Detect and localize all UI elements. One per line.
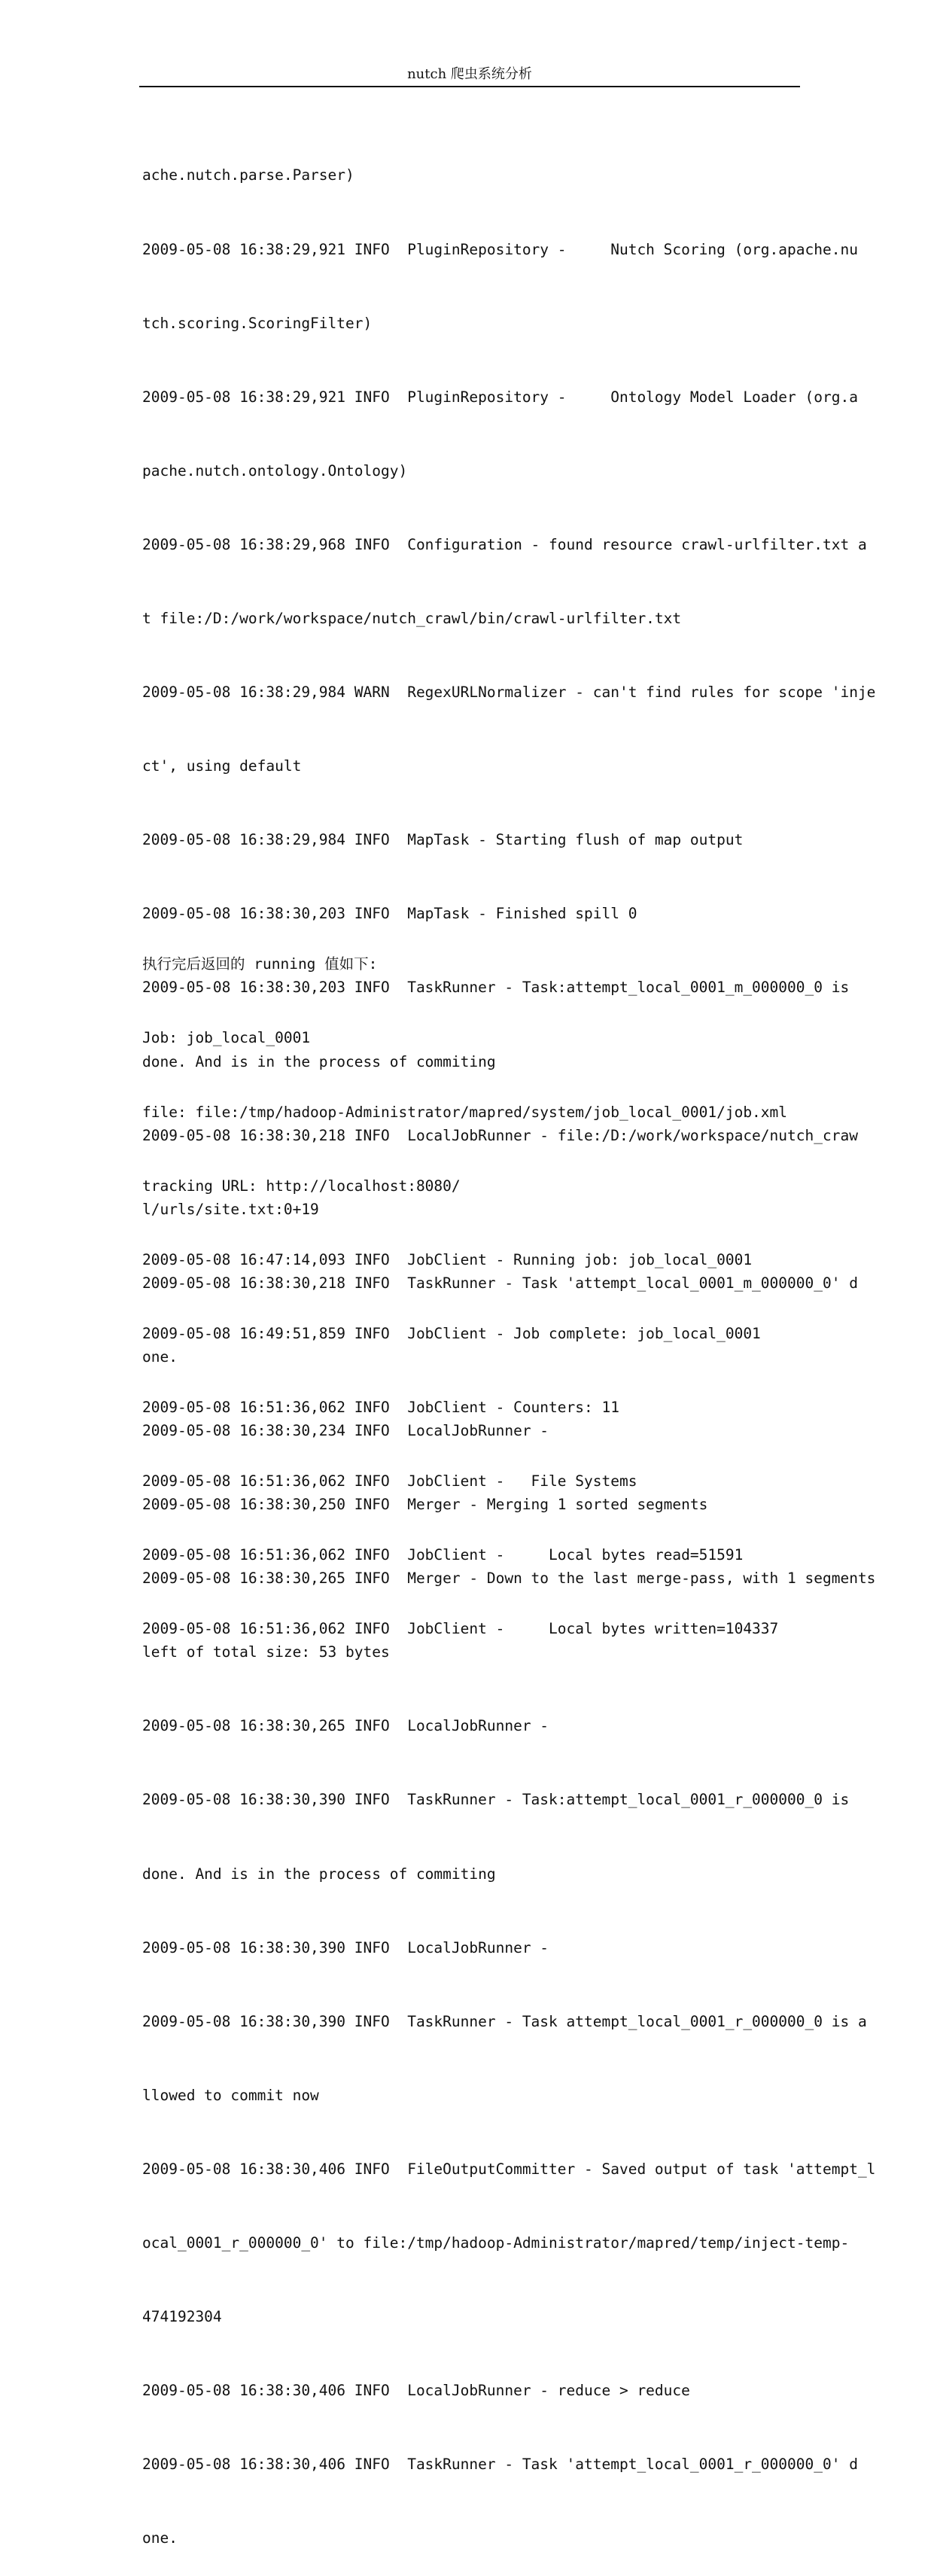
result-line: file: file:/tmp/hadoop-Administrator/mapred/system/job_local_0001/job.xml: [142, 1103, 788, 1121]
result-line: Job: job_local_0001: [142, 1029, 311, 1047]
result-line: tracking URL: http://localhost:8080/: [142, 1177, 461, 1195]
log-line: 2009-05-08 16:38:30,390 INFO LocalJobRunner -: [142, 1938, 549, 1956]
log-line: ache.nutch.parse.Parser): [142, 166, 354, 184]
log-line: llowed to commit now: [142, 2086, 319, 2104]
log-line: 2009-05-08 16:38:30,234 INFO LocalJobRunner -: [142, 1422, 549, 1439]
log-line: ocal_0001_r_000000_0' to file:/tmp/hadoop-Administrator/mapred/temp/inject-temp-: [142, 2234, 850, 2252]
log-line: 2009-05-08 16:38:30,250 INFO Merger - Merging 1 sorted segments: [142, 1496, 708, 1514]
log-line: 2009-05-08 16:38:30,406 INFO TaskRunner - Task 'attempt_local_0001_r_000000_0' d: [142, 2456, 858, 2474]
log-line: 2009-05-08 16:38:30,406 INFO FileOutputCommitter - Saved output of task 'attempt_l: [142, 2160, 876, 2178]
log-line: 2009-05-08 16:38:30,406 INFO LocalJobRunner - reduce > reduce: [142, 2382, 690, 2400]
log-line: 2009-05-08 16:38:29,968 INFO Configuration - found resource crawl-urlfilter.txt a: [142, 535, 867, 553]
result-line: 2009-05-08 16:51:36,062 INFO JobClient - Local bytes read=51591: [142, 1546, 744, 1564]
running-output: [142, 977, 876, 1667]
log-line: l/urls/site.txt:0+19: [142, 1200, 319, 1218]
log-line: pache.nutch.ontology.Ontology): [142, 461, 408, 480]
result-line: 2009-05-08 16:47:14,093 INFO JobClient - Running job: job_local_0001: [142, 1250, 753, 1268]
log-line: tch.scoring.ScoringFilter): [142, 314, 373, 332]
log-line: ct', using default: [142, 757, 302, 775]
log-line: 2009-05-08 16:38:30,203 INFO TaskRunner - Task:attempt_local_0001_m_000000_0 is: [142, 979, 850, 997]
log-line: 2009-05-08 16:38:30,390 INFO TaskRunner - Task attempt_local_0001_r_000000_0 is a: [142, 2012, 867, 2030]
page-header-title: nutch 爬虫系统分析: [407, 66, 532, 82]
header-divider: [139, 86, 800, 87]
result-line: 2009-05-08 16:51:36,062 INFO JobClient - File Systems: [142, 1472, 637, 1490]
log-line: one.: [142, 1347, 178, 1366]
result-line: 2009-05-08 16:51:36,062 INFO JobClient - Local bytes written=104337: [142, 1620, 779, 1638]
log-line: 2009-05-08 16:38:30,390 INFO TaskRunner - Task:attempt_local_0001_r_000000_0 is: [142, 1791, 850, 1809]
log-line: 2009-05-08 16:38:29,921 INFO PluginRepository - Ontology Model Loader (org.a: [142, 388, 858, 406]
log-line: 2009-05-08 16:38:29,921 INFO PluginRepository - Nutch Scoring (org.apache.nu: [142, 240, 858, 258]
log-line: 2009-05-08 16:38:30,203 INFO MapTask - Finished spill 0: [142, 905, 637, 923]
log-line: t file:/D:/work/workspace/nutch_crawl/bin/crawl-urlfilter.txt: [142, 609, 682, 627]
log-line: 2009-05-08 16:38:29,984 WARN RegexURLNormalizer - can't find rules for scope 'inje: [142, 684, 876, 702]
log-line: done. And is in the process of commiting: [142, 1865, 496, 1883]
log-line: 2009-05-08 16:38:30,265 INFO LocalJobRunner -: [142, 1717, 549, 1735]
log-line: done. And is in the process of commiting: [142, 1052, 496, 1070]
log-line: 474192304: [142, 2308, 222, 2326]
result-line: 2009-05-08 16:49:51,859 INFO JobClient - Job complete: job_local_0001: [142, 1324, 761, 1342]
result-line: 2009-05-08 16:51:36,062 INFO JobClient - Counters: 11: [142, 1398, 619, 1416]
log-line: 2009-05-08 16:38:30,218 INFO LocalJobRunner - file:/D:/work/workspace/nutch_craw: [142, 1126, 858, 1144]
log-line: one.: [142, 2529, 178, 2547]
log-line: 2009-05-08 16:38:30,265 INFO Merger - Down to the last merge-pass, with 1 segments: [142, 1570, 876, 1588]
log-line: 2009-05-08 16:38:29,984 INFO MapTask - Starting flush of map output: [142, 831, 744, 849]
log-line: 2009-05-08 16:38:30,218 INFO TaskRunner - Task 'attempt_local_0001_m_000000_0' d: [142, 1274, 858, 1292]
section-intro-text: 执行完后返回的 running 值如下:: [142, 955, 378, 973]
log-line: left of total size: 53 bytes: [142, 1643, 390, 1661]
